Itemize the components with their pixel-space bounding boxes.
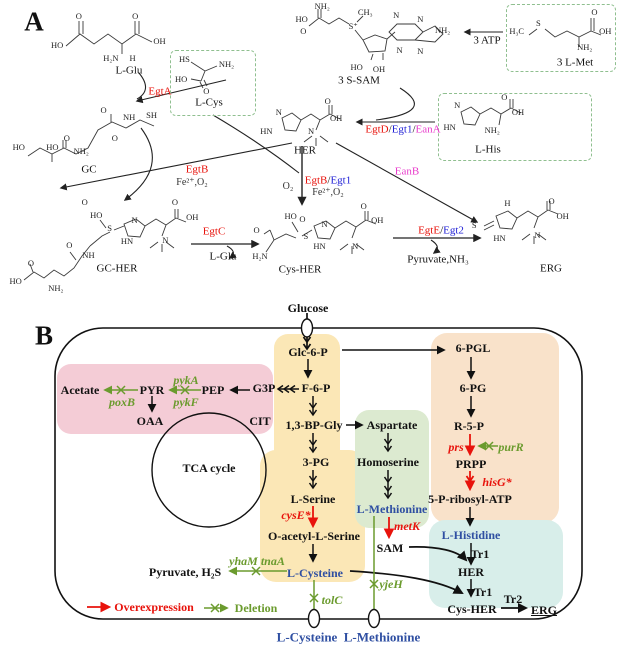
node-6-pg: 6-PG (459, 381, 487, 395)
atom-label: N (275, 106, 282, 117)
node-l-methionine: L-Methionine (356, 502, 428, 516)
atom-label: HO (174, 73, 188, 84)
gene-cyse: cysE* (281, 508, 311, 522)
atom-label: NH₂ (218, 58, 235, 69)
atom-label: N (352, 241, 359, 252)
atom-label: HS (179, 53, 190, 64)
atom-label: NH₂ (484, 125, 500, 136)
atom-label: OH (329, 112, 343, 123)
atom-label: HO (50, 39, 64, 50)
caption-l-his: L-His (475, 143, 501, 156)
atom-label: H (504, 197, 511, 208)
atom-label: CH₃ (357, 6, 373, 17)
atom-label: N (162, 234, 169, 245)
label-tr1-upper: Tr1 (470, 547, 490, 561)
atom-label: NH₂ (314, 0, 330, 11)
enzyme-egte-egt2: EgtE/Egt2 (418, 224, 464, 237)
atom-label: O (63, 132, 70, 143)
gene-poxb: poxB (108, 395, 136, 409)
atom-label: O (81, 197, 88, 208)
caption-gc: GC (81, 163, 97, 176)
atom-label: HO (284, 210, 297, 221)
atom-label: O (299, 213, 306, 224)
atom-label: S (535, 18, 541, 29)
caption-l-cys: L-Cys (195, 96, 223, 109)
node-glc-6-p: Glc-6-P (288, 345, 328, 359)
atom-label: NH₂ (48, 282, 64, 293)
node-l-cysteine-out: L-Cysteine (276, 629, 338, 645)
atom-label: OH (599, 26, 612, 37)
atom-label: O (253, 224, 260, 235)
node-f-6-p: F-6-P (301, 381, 331, 395)
caption-l-glu: L-Glu (115, 64, 143, 77)
atom-label: O (548, 195, 555, 206)
atom-label: OH (186, 211, 199, 222)
atom-label: N (417, 13, 424, 24)
node-oaa: OAA (136, 414, 164, 428)
node-3-pg: 3-PG (302, 455, 330, 469)
byproduct-l-glu: L-Glu (209, 250, 237, 263)
enzyme-egtb-left: EgtB (185, 163, 209, 176)
node-pyr: PYR (139, 383, 165, 397)
atom-label: O (132, 10, 139, 21)
node-prpp: PRPP (455, 457, 487, 471)
atom-label: HN (493, 233, 506, 244)
caption-erg: ERG (540, 262, 562, 275)
gene-tolc: tolC (321, 593, 343, 607)
atom-label: OH (511, 107, 525, 118)
atom-label: N (308, 126, 315, 137)
atom-label: N (321, 219, 328, 230)
molecule-gc (14, 106, 174, 168)
atom-label: H₂N (103, 52, 119, 63)
label-tr2: Tr2 (503, 592, 523, 606)
atom-label: H (129, 52, 136, 63)
caption-cys-her: Cys-HER (278, 263, 322, 276)
gene-yjeh: yjeH (379, 577, 403, 591)
node-13-bp-gly: 1,3-BP-Gly (285, 418, 343, 432)
node-sam: SAM (376, 541, 404, 555)
atom-label: S (107, 223, 113, 234)
gene-hisg: hisG* (482, 475, 512, 489)
enzyme-egtc: EgtC (202, 225, 226, 238)
node-erg-b: ERG (530, 603, 558, 617)
node-6-pgl: 6-PGL (455, 341, 491, 355)
atom-label: O (66, 239, 73, 250)
atom-label: O (324, 95, 331, 106)
label-3atp: 3 ATP (473, 34, 501, 47)
legend-deletion: Deletion (234, 601, 278, 615)
gene-purr: purR (498, 440, 524, 454)
atom-label: N (454, 99, 461, 110)
node-5-p-ribosyl-atp: 5-P-ribosyl-ATP (428, 492, 512, 506)
atom-label: O (360, 200, 367, 211)
cofactor-fe-o2-center: Fe²⁺,O₂ (312, 187, 344, 198)
molecule-l-his (438, 93, 592, 161)
gene-yham-tnaa: yhaM tnaA (229, 554, 285, 568)
panel-a-letter: A (24, 6, 44, 37)
node-acetate: Acetate (60, 383, 100, 397)
node-her-b: HER (457, 565, 485, 579)
gene-prs: prs (448, 440, 464, 454)
node-g3p: G3P (252, 381, 276, 395)
atom-label: OH (556, 210, 569, 221)
caption-l-met: 3 L-Met (556, 56, 594, 69)
atom-label: H₂N (252, 250, 268, 261)
atom-label: O (75, 10, 82, 21)
atom-label: HO (295, 13, 308, 24)
cofactor-fe-o2-left: Fe²⁺,O₂ (176, 177, 208, 188)
atom-label: OH (371, 214, 384, 225)
atom-label: HO (90, 209, 103, 220)
node-homoserine: Homoserine (357, 455, 419, 469)
enzyme-eanb: EanB (394, 165, 420, 178)
node-pyruvate-h2s: Pyruvate, H₂S (148, 565, 222, 579)
atom-label: O (591, 6, 598, 17)
node-pep: PEP (201, 383, 225, 397)
atom-label: NH (123, 111, 136, 122)
atom-label: HO (9, 276, 22, 287)
node-l-serine: L-Serine (290, 492, 336, 506)
atom-label: S (471, 219, 477, 230)
caption-her: HER (294, 144, 316, 157)
molecule-gc-her (6, 194, 198, 298)
atom-label: O (203, 85, 210, 96)
atom-label: HO (12, 141, 25, 152)
gene-pyka: pykA (173, 373, 199, 387)
atom-label: OH (372, 63, 386, 74)
atom-label: HN (120, 235, 134, 246)
atom-label: HO (46, 141, 59, 152)
atom-label: O (27, 257, 35, 268)
molecule-s-sam (293, 2, 465, 86)
atom-label: O (501, 91, 508, 102)
label-tr1-lower: Tr1 (473, 585, 493, 599)
atom-label: HN (260, 125, 273, 136)
atom-label: NH₂ (435, 24, 451, 35)
atom-label: O (100, 105, 107, 116)
enzyme-egtd-egt1-eana: EgtD/Egt1/EanA (365, 123, 441, 136)
node-r-5-p: R-5-P (454, 419, 484, 433)
node-l-methionine-out: L-Methionine (343, 629, 421, 645)
node-l-histidine: L-Histidine (441, 528, 501, 542)
panel-b-letter: B (34, 320, 54, 351)
atom-label: S⁺ (348, 20, 358, 31)
atom-label: N (417, 45, 424, 56)
atom-label: N (131, 214, 138, 225)
legend-overexpression: Overexpression (114, 600, 194, 614)
gene-pykf: pykF (173, 395, 199, 409)
atom-label: O (171, 197, 179, 208)
cofactor-o2: O₂ (282, 181, 294, 192)
atom-label: HO (350, 61, 363, 72)
atom-label: O (111, 132, 118, 143)
atom-label: HN (443, 121, 456, 132)
node-cit: CIT (249, 414, 271, 428)
atom-label: N (534, 229, 541, 240)
node-o-acetyl-l-serine: O-acetyl-L-Serine (268, 529, 360, 543)
atom-label: HN (313, 241, 326, 252)
node-glucose: Glucose (287, 301, 329, 315)
node-aspartate: Aspartate (366, 418, 418, 432)
atom-label: OH (153, 35, 166, 46)
atom-label: NH₂ (577, 41, 593, 52)
atom-label: NH₂ (73, 145, 89, 156)
atom-label: NH (82, 250, 95, 261)
label-tca-cycle: TCA cycle (182, 461, 236, 475)
atom-label: O (300, 25, 307, 36)
enzyme-egtb-egt1: EgtB/Egt1 (304, 174, 352, 187)
node-cys-her-b: Cys-HER (447, 602, 497, 616)
caption-s-sam: 3 S-SAM (338, 74, 380, 87)
byproduct-pyruvate-nh3: Pyruvate,NH₃ (407, 253, 469, 266)
enzyme-egta: EgtA (148, 85, 172, 98)
atom-label: S (303, 231, 309, 242)
caption-gc-her: GC-HER (96, 262, 138, 275)
molecule-erg (460, 196, 618, 286)
atom-label: SH (146, 109, 158, 120)
atom-label: H₃C (509, 25, 525, 36)
gene-metk: metK (394, 519, 420, 533)
atom-label: N (396, 44, 403, 55)
node-l-cysteine: L-Cysteine (287, 566, 343, 580)
atom-label: N (393, 9, 400, 20)
